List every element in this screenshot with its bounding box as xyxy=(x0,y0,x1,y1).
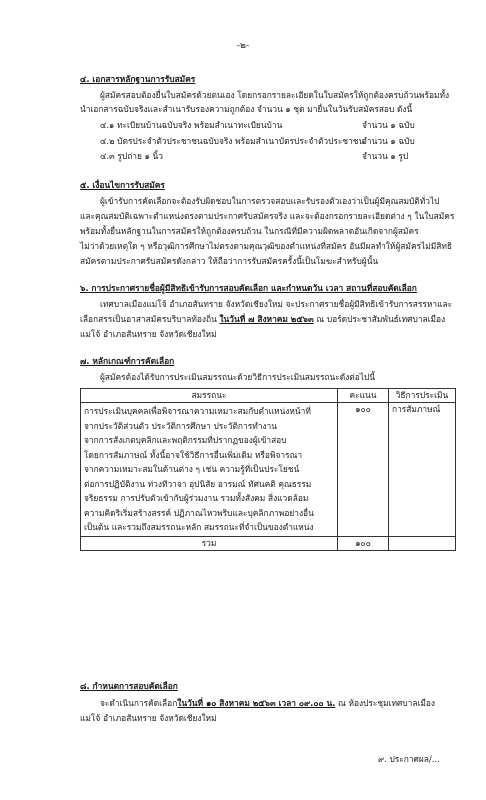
section-6-line-1: เทศบาลเมืองแม่โจ้ อำเภอสันทราย จังหวัดเชียงใหม่ จะประกาศรายชื่อผู้มีสิทธิเข้ารับการสรรหาและ xyxy=(100,299,453,309)
section-6-line-3: แม่โจ้ อำเภอสันทราย จังหวัดเชียงใหม่ xyxy=(80,329,217,339)
section-4-heading: ๔. เอกสารหลักฐานการรับสมัคร xyxy=(80,74,196,84)
section-5-heading: ๕. เงื่อนไขการรับสมัคร xyxy=(80,180,165,190)
section-5-line-5: สมัครตามประกาศรับสมัครดังกล่าว ให้ถือว่าการรับสมัครครั้งนี้เป็นโมฆะสำหรับผู้นั้น xyxy=(80,256,379,266)
section-4-intro-line-1: ผู้สมัครสอบต้องยื่นใบสมัครด้วยตนเอง โดยกรอกรายละเอียดในใบสมัครให้ถูกต้องครบถ้วนพร้อมทั้ง xyxy=(100,90,450,100)
section-8-line-1-place: ณ ห้องประชุมเทศบาลเมือง xyxy=(335,698,435,708)
competency-score: ๑๐๐ xyxy=(338,403,389,537)
criteria-table-total-row xyxy=(81,536,456,550)
header-method: วิธีการประเมิน xyxy=(389,389,456,403)
competency-line-3: จากการสังเกตบุคลิกและพฤติกรรมที่ปรากฏของผู้เข้าสอบ xyxy=(84,435,287,445)
competency-line-8: ความคิดริเริ่มสร้างสรรค์ ปฏิภาณไหวพริบและบุคลิกภาพอย่างอื่น xyxy=(84,507,314,518)
competency-line-5: จากความเหมาะสมในด้านต่าง ๆ เช่น ความรู้ที่เป็นประโยชน์ xyxy=(84,464,300,474)
criteria-table-header-row xyxy=(81,389,456,403)
section-6-line-2-text: เลือกสรรเป็นอาสาสมัครบริบาลท้องถิ่น xyxy=(80,314,220,324)
competency-description xyxy=(81,403,338,537)
section-5-line-1: ผู้เข้ารับการคัดเลือกจะต้องรับผิดชอบในการตรวจสอบและรับรองตัวเองว่าเป็นผู้มีคุณสมบัติทั่วไป xyxy=(100,196,440,206)
section-7-intro: ผู้สมัครต้องได้รับการประเมินสมรรถนะด้วยวิธีการประเมินสมรรถนะดังต่อไปนี้ xyxy=(100,372,376,382)
section-4-intro-line-2: นำเอกสารฉบับจริงและสำเนารับรองความถูกต้อง จำนวน ๑ ชุด มายื่นในวันรับสมัครสอบ ดังนี้ xyxy=(80,104,413,114)
section-6-line-2 xyxy=(80,314,445,325)
total-score: ๑๐๐ xyxy=(338,536,389,550)
section-4-item-1: ๔.๑ ทะเบียนบ้านฉบับจริง พร้อมสำเนาทะเบียนบ้าน xyxy=(100,120,283,130)
section-4-item-2: ๔.๒ บัตรประจำตัวประชาชนฉบับจริง พร้อมสำเนาบัตรประจำตัวประชาชน xyxy=(100,136,365,146)
competency-line-7: จริยธรรม การปรับตัวเข้ากับผู้ร่วมงาน รวมทั้งสังคม สิ่งแวดล้อม xyxy=(84,493,309,503)
section-8-line-2: แม่โจ้ อำเภอสันทราย จังหวัดเชียงใหม่ xyxy=(80,713,217,723)
continuation-footer: ๙. ประกาศผล/... xyxy=(378,754,440,764)
criteria-table-row xyxy=(81,403,456,537)
section-6-heading: ๖. การประกาศรายชื่อผู้มีสิทธิเข้ารับการสอบคัดเลือก และกำหนดวัน เวลา สถานที่สอบคัดเลือก xyxy=(80,283,417,293)
section-5-line-3: พร้อมทั้งยื่นหลักฐานในการสมัครให้ถูกต้องครบถ้วน ในกรณีที่มีความผิดพลาดอันเกิดจากผู้สมัคร xyxy=(80,226,419,236)
criteria-table xyxy=(80,388,456,551)
total-label: รวม xyxy=(81,536,338,550)
section-4-item-1-qty: จำนวน ๑ ฉบับ xyxy=(362,120,415,130)
section-6-line-2-place: ณ บอร์ดประชาสัมพันธ์เทศบาลเมือง xyxy=(313,314,446,324)
section-5-line-4: ไม่ว่าด้วยเหตุใด ๆ หรือวุฒิการศึกษาไม่ตรงตามคุณวุฒิของตำแหน่งที่สมัคร อันมีผลทำให้ผู้สมัครไม่มีสิทธิ xyxy=(80,241,453,251)
competency-line-2: จากประวัติส่วนตัว ประวัติการศึกษา ประวัติการทำงาน xyxy=(84,420,277,431)
competency-line-9: เป็นต้น และรวมถึงสมรรถนะหลัก สมรรถนะที่จำเป็นของตำแหน่ง xyxy=(84,522,314,532)
competency-line-1: การประเมินบุคคลเพื่อพิจารณาความเหมาะสมกับตำแหน่งหน้าที่ xyxy=(84,406,311,416)
section-4-item-2-qty: จำนวน ๑ ฉบับ xyxy=(362,136,415,146)
section-8-line-1 xyxy=(100,698,435,709)
section-4-item-3-qty: จำนวน ๑ รูป xyxy=(362,151,409,161)
header-score: คะแนน xyxy=(338,389,389,403)
section-5-line-2: และคุณสมบัติเฉพาะตำแหน่งตรงตามประกาศรับสมัครจริง และจะต้องกรอกรายละเอียดต่าง ๆ ในใบสมัคร xyxy=(80,211,455,221)
section-4-item-3: ๔.๓ รูปถ่าย ๑ นิ้ว xyxy=(100,151,163,161)
page-number: -๒- xyxy=(236,41,250,51)
section-8-heading: ๘. กำหนดการสอบคัดเลือก xyxy=(80,681,178,691)
section-8-line-1-text: จะดำเนินการคัดเลือก xyxy=(100,698,178,708)
section-6-announce-date: ในวันที่ ๗ สิงหาคม ๒๕๖๓ xyxy=(219,314,314,324)
section-8-exam-date: ในวันที่ ๑๐ สิงหาคม ๒๕๖๓ เวลา ๐๙.๐๐ น. xyxy=(177,698,336,708)
competency-line-4: โดยการสัมภาษณ์ ทั้งนี้อาจใช้วิธีการอื่นเพิ่มเติม หรือพิจารณา xyxy=(84,449,303,460)
competency-line-6: ต่อการปฏิบัติงาน ท่วงทีวาจา อุปนิสัย อารมณ์ ทัศนคติ คุณธรรม xyxy=(84,478,312,489)
header-competency: สมรรถนะ xyxy=(81,389,338,403)
competency-method: การสัมภาษณ์ xyxy=(389,403,456,537)
total-method-empty xyxy=(389,536,456,550)
section-7-heading: ๗. หลักเกณฑ์การคัดเลือก xyxy=(80,356,175,366)
